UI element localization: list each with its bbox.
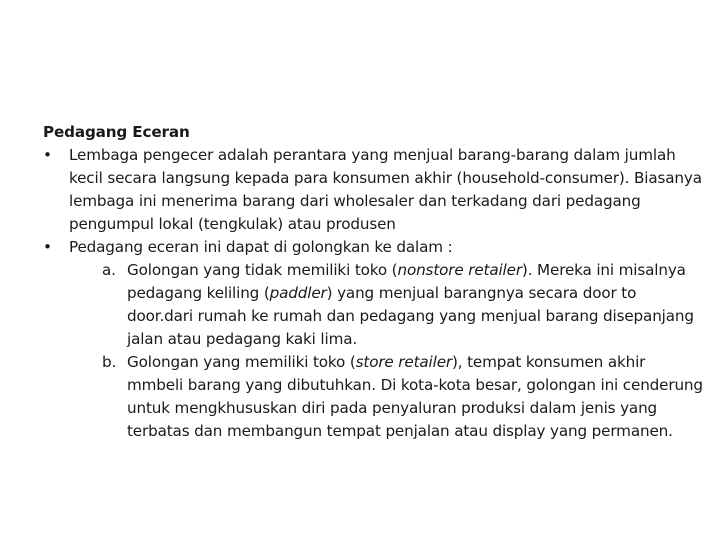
bullet-list: [43, 144, 703, 443]
slide-title: Pedagang Eceran: [43, 123, 190, 141]
bullet-text: Lembaga pengecer adalah perantara yang menjual barang-barang dalam jumlah kecil secara langsung kepada para konsumen akhir (household-consumer). Biasanya lembaga ini menerima barang dari wholesaler dan terkadang dari pedagang pengumpul lokal (tengkulak) atau produsen: [69, 146, 702, 233]
text-segment: ), tempat konsumen akhir mmbeli barang yang dibutuhkan. Di kota-kota besar, golongan ini cenderung untuk mengkhususkan diri pada penyaluran produksi dalam jenis yang terbatas dan membangun tempat penjalan atau display yang permanen.: [127, 353, 703, 440]
italic-term: store retailer: [355, 353, 452, 371]
bullet-item: [43, 236, 703, 443]
slide-content: [43, 121, 703, 443]
sub-item-marker: a.: [102, 261, 116, 279]
text-segment: ) yang menjual barangnya secara door to door.dari rumah ke rumah dan pedagang yang menjual barang disepanjang jalan atau pedagang kaki lima.: [127, 284, 694, 348]
bullet-icon: •: [43, 238, 52, 256]
bullet-icon: •: [43, 146, 52, 164]
text-segment: ). Mereka ini misalnya pedagang keliling (: [127, 261, 686, 302]
sub-item-text: [127, 353, 703, 440]
sub-item: [69, 259, 703, 351]
italic-term: paddler: [269, 284, 327, 302]
sub-item-text: [127, 261, 694, 348]
bullet-item: [43, 144, 703, 236]
sub-item: [69, 351, 703, 443]
text-segment: Golongan yang memiliki toko (: [127, 353, 356, 371]
text-segment: Golongan yang tidak memiliki toko (: [127, 261, 398, 279]
italic-term: nonstore retailer: [397, 261, 522, 279]
sub-list: [69, 259, 703, 443]
bullet-text: Pedagang eceran ini dapat di golongkan ke dalam :: [69, 238, 453, 256]
sub-item-marker: b.: [102, 353, 117, 371]
